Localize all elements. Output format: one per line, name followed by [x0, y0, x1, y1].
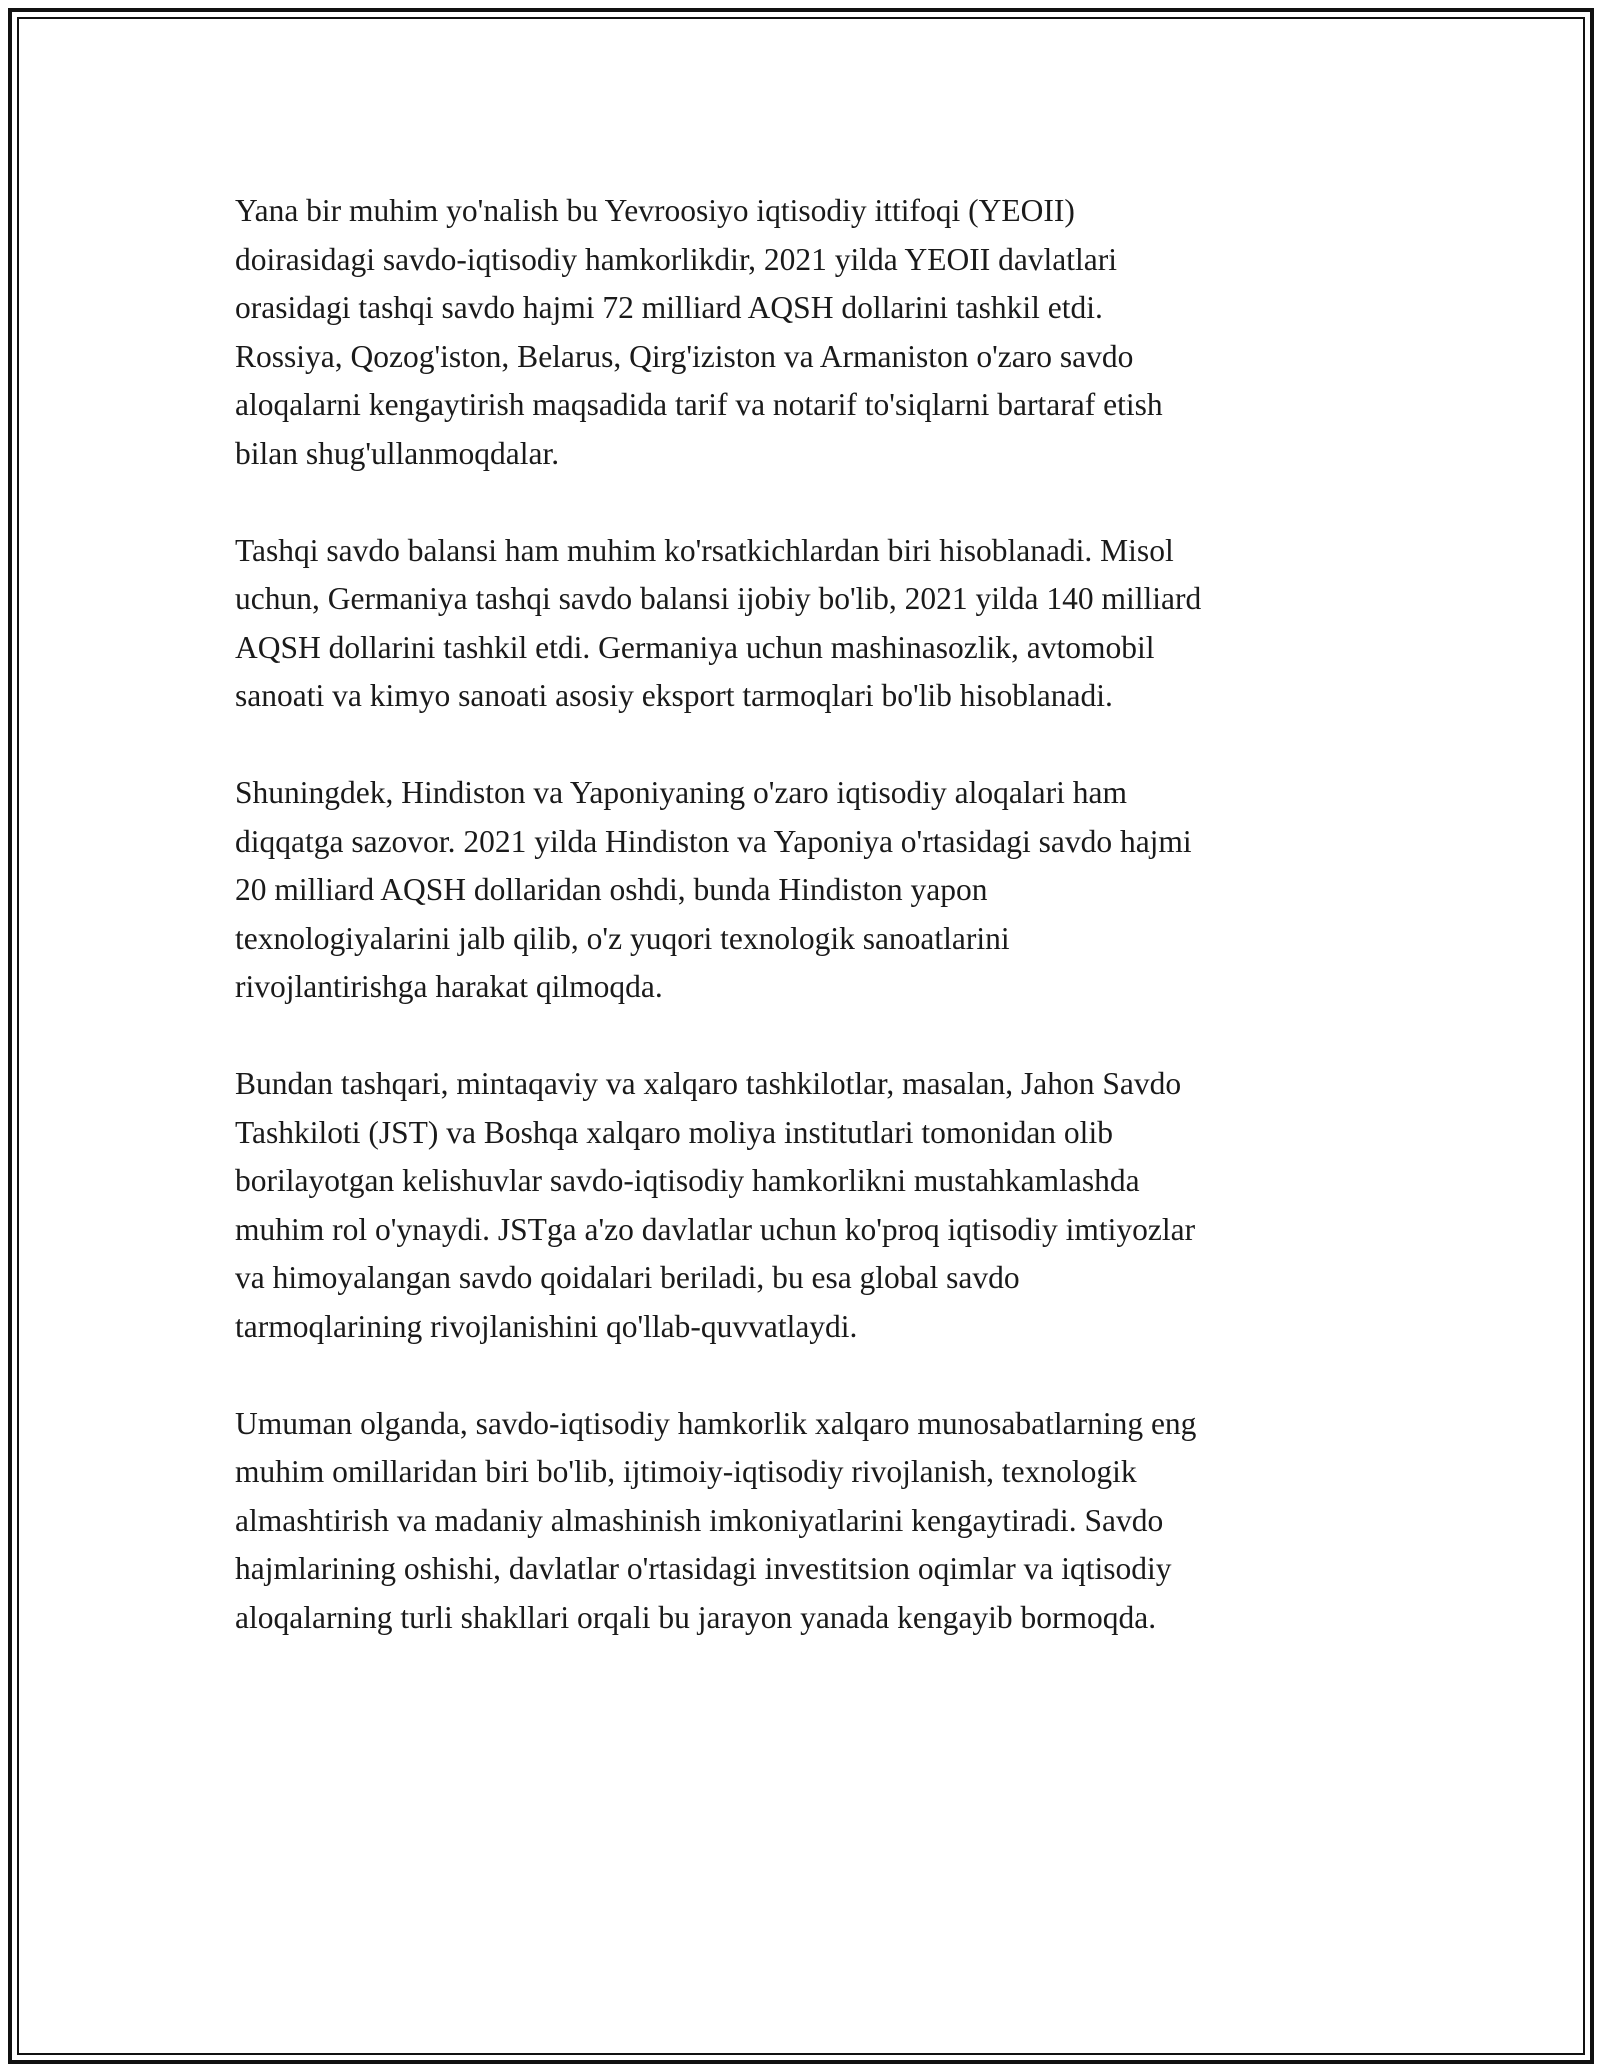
paragraph-yeoii: Yana bir muhim yo'nalish bu Yevroosiyo iqtisodiy ittifoqi (YEOII) doirasidagi savdo-iqtisodiy hamkorlikdir, 2021 yilda YEOII davlatlari orasidagi tashqi savdo hajmi 72 milliard AQSH dollarini tashkil etdi. Rossiya, Qozog'iston, Belarus, Qirg'iziston va Armaniston o'zaro savdo aloqalarni kengaytirish maqsadida tarif va notarif to'siqlarni bartaraf etish bilan shug'ullanmoqdalar.	[235, 193, 1163, 471]
paragraph-india-japan: Shuningdek, Hindiston va Yaponiyaning o'zaro iqtisodiy aloqalari ham diqqatga sazovor. 2021 yilda Hindiston va Yaponiya o'rtasidagi savdo hajmi 20 milliard AQSH dollaridan oshdi, bunda Hindiston yapon texnologiyalarini jalb qilib, o'z yuqori texnologik sanoatlarini rivojlantirishga harakat qilmoqda.	[235, 775, 1192, 1004]
paragraph-conclusion: Umuman olganda, savdo-iqtisodiy hamkorlik xalqaro munosabatlarning eng muhim omillaridan biri bo'lib, ijtimoiy-iqtisodiy rivojlanish, texnologik almashtirish va madaniy almashinish imkoniyatlarini kengaytiradi. Savdo hajmlarining oshishi, davlatlar o'rtasidagi investitsion oqimlar va iqtisodiy aloqalarning turli shakllari orqali bu jarayon yanada kengayib bormoqda.	[235, 1405, 1197, 1635]
document-body	[235, 187, 1375, 1691]
paragraph-trade-balance: Tashqi savdo balansi ham muhim ko'rsatkichlardan biri hisoblanadi. Misol uchun, Germaniya tashqi savdo balansi ijobiy bo'lib, 2021 yilda 140 milliard AQSH dollarini tashkil etdi. Germaniya uchun mashinasozlik, avtomobil sanoati va kimyo sanoati asosiy eksport tarmoqlari bo'lib hisoblanadi.	[235, 532, 1202, 713]
paragraph-international-organizations: Bundan tashqari, mintaqaviy va xalqaro tashkilotlar, masalan, Jahon Savdo Tashkiloti (JST) va Boshqa xalqaro moliya institutlari tomonidan olib borilayotgan kelishuvlar savdo-iqtisodiy hamkorlikni mustahkamlashda muhim rol o'ynaydi. JSTga a'zo davlatlar uchun ko'proq iqtisodiy imtiyozlar va himoyalangan savdo qoidalari beriladi, bu esa global savdo tarmoqlarining rivojlanishini qo'llab-quvvatlaydi.	[235, 1066, 1196, 1344]
